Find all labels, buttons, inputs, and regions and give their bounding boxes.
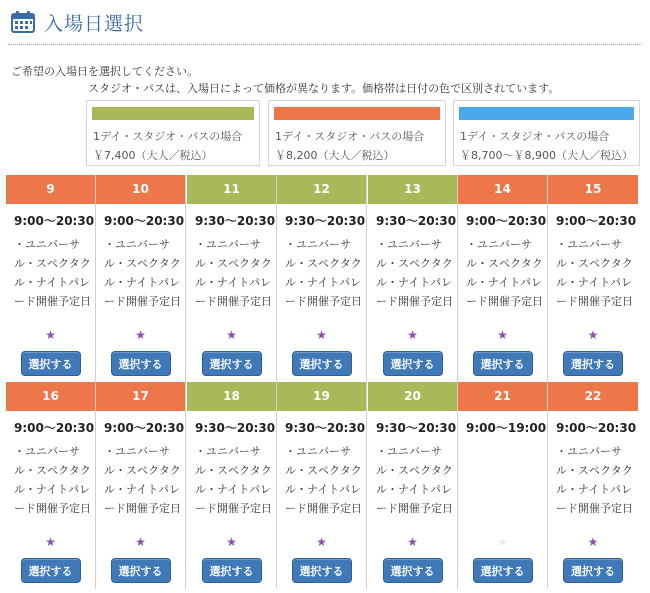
legend-price: ￥8,200（大人／税込） [275,149,395,162]
select-date-button[interactable]: 選択する [383,351,443,376]
select-date-button[interactable]: 選択する [563,558,623,583]
date-cell-20 [368,382,458,589]
star-icon: ★ [45,328,56,342]
opening-hours: 9:00～20:30 [466,214,547,228]
date-number: 22 [548,382,638,411]
date-cell-11 [187,175,277,382]
select-date-button[interactable]: 選択する [111,558,171,583]
date-number: 19 [277,382,366,411]
date-cell-9 [6,175,96,382]
title-divider [8,44,642,45]
date-cell-16 [6,382,96,589]
select-date-button[interactable]: 選択する [473,558,533,583]
opening-hours: 9:30～20:30 [285,214,366,228]
date-number: 14 [458,175,547,204]
page-header [11,5,144,39]
select-date-button[interactable]: 選択する [21,558,81,583]
opening-hours: 9:00～20:30 [14,214,95,228]
date-cell-21 [458,382,548,589]
calendar-week-row [6,382,639,589]
legend-price: ￥8,700～￥8,900（大人／税込） [460,149,633,162]
legend-pass-label: 1デイ・スタジオ・パスの場合 [460,130,610,143]
date-number: 10 [96,175,185,204]
star-icon: ★ [407,328,418,342]
date-cell-22 [548,382,638,589]
event-note: ・ユニバーサル・スペクタクル・ナイトパレード開催予定日 [466,238,543,308]
calendar-week-row [6,175,639,382]
select-date-button[interactable]: 選択する [202,351,262,376]
date-number: 12 [277,175,366,204]
date-number: 17 [96,382,185,411]
date-number: 21 [458,382,547,411]
event-note: ・ユニバーサル・スペクタクル・ナイトパレード開催予定日 [104,445,181,515]
select-date-button[interactable]: 選択する [202,558,262,583]
date-number: 13 [368,175,457,204]
opening-hours: 9:00～20:30 [104,214,185,228]
star-icon: ★ [497,328,508,342]
legend-blue [453,100,640,166]
date-number: 15 [548,175,638,204]
opening-hours: 9:00～20:30 [556,214,637,228]
intro-instruction: ご希望の入場日を選択してください。 [11,65,198,78]
select-date-button[interactable]: 選択する [563,351,623,376]
event-note: ・ユニバーサル・スペクタクル・ナイトパレード開催予定日 [104,238,181,308]
star-icon: ★ [407,535,418,549]
legend-pass-label: 1デイ・スタジオ・パスの場合 [275,130,425,143]
date-cell-12 [277,175,367,382]
legend-green [86,100,260,166]
intro-price-note: スタジオ・パスは、入場日によって価格が異なります。価格帯は日付の色で区別されています。 [88,82,560,95]
star-icon: ★ [135,535,146,549]
opening-hours: 9:30～20:30 [195,421,276,435]
legend-color-bar [459,107,634,120]
star-icon: ★ [497,535,508,549]
date-cell-10 [96,175,186,382]
star-icon: ★ [587,328,599,342]
date-cell-17 [96,382,186,589]
opening-hours: 9:00～20:30 [104,421,185,435]
event-note: ・ユニバーサル・スペクタクル・ナイトパレード開催予定日 [195,238,272,308]
calendar-icon [11,11,35,33]
opening-hours: 9:30～20:30 [376,421,457,435]
event-note: ・ユニバーサル・スペクタクル・ナイトパレード開催予定日 [14,238,91,308]
date-cell-15 [548,175,638,382]
event-note: ・ユニバーサル・スペクタクル・ナイトパレード開催予定日 [556,238,633,308]
date-cell-18 [187,382,277,589]
legend-color-bar [92,107,254,120]
event-note: ・ユニバーサル・スペクタクル・ナイトパレード開催予定日 [376,238,453,308]
star-icon: ★ [226,535,237,549]
event-note: ・ユニバーサル・スペクタクル・ナイトパレード開催予定日 [376,445,453,515]
opening-hours: 9:30～20:30 [195,214,276,228]
star-icon: ★ [587,535,599,549]
date-number: 11 [187,175,276,204]
star-icon: ★ [316,535,327,549]
page-title: 入場日選択 [44,12,145,35]
star-icon: ★ [135,328,146,342]
star-icon: ★ [316,328,327,342]
date-cell-14 [458,175,548,382]
opening-hours: 9:30～20:30 [376,214,457,228]
legend-color-bar [274,107,440,120]
event-note: ・ユニバーサル・スペクタクル・ナイトパレード開催予定日 [556,445,633,515]
legend-price: ￥7,400（大人／税込） [93,149,213,162]
event-note: ・ユニバーサル・スペクタクル・ナイトパレード開催予定日 [14,445,91,515]
date-number: 16 [6,382,95,411]
date-cell-19 [277,382,367,589]
opening-hours: 9:00～20:30 [556,421,637,435]
event-note: ・ユニバーサル・スペクタクル・ナイトパレード開催予定日 [285,238,362,308]
select-date-button[interactable]: 選択する [111,351,171,376]
opening-hours: 9:00～19:00 [466,421,547,435]
legend-orange [268,100,446,166]
select-date-button[interactable]: 選択する [473,351,533,376]
select-date-button[interactable]: 選択する [21,351,81,376]
date-number: 20 [368,382,457,411]
select-date-button[interactable]: 選択する [292,351,352,376]
event-note [466,442,543,537]
star-icon: ★ [45,535,56,549]
opening-hours: 9:00～20:30 [14,421,95,435]
select-date-button[interactable]: 選択する [292,558,352,583]
date-number: 18 [187,382,276,411]
opening-hours: 9:30～20:30 [285,421,366,435]
event-note: ・ユニバーサル・スペクタクル・ナイトパレード開催予定日 [285,445,362,515]
star-icon: ★ [226,328,237,342]
date-cell-13 [368,175,458,382]
event-note: ・ユニバーサル・スペクタクル・ナイトパレード開催予定日 [195,445,272,515]
date-number: 9 [6,175,95,204]
legend-pass-label: 1デイ・スタジオ・パスの場合 [93,130,243,143]
select-date-button[interactable]: 選択する [383,558,443,583]
